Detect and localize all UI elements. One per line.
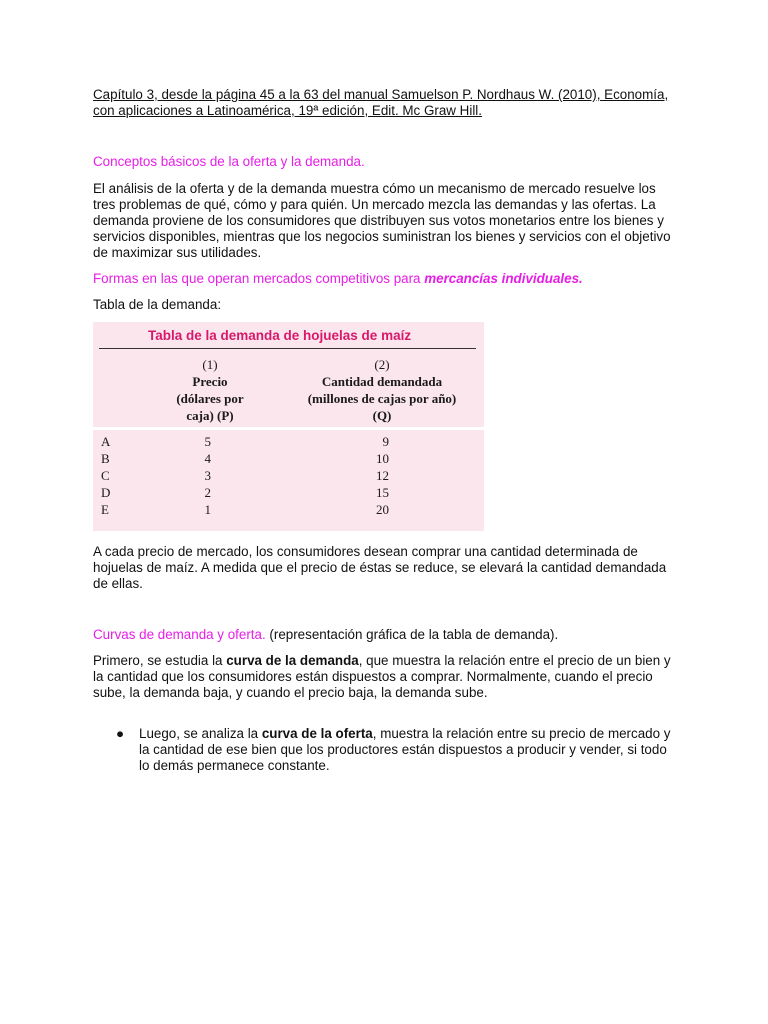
column-header-quantity: (2) Cantidad demandada (millones de cajas por año) (Q) xyxy=(307,357,457,423)
curves-heading: Curvas de demanda y oferta. xyxy=(93,627,266,642)
table-row: C 3 12 xyxy=(101,468,389,483)
table-intro-label: Tabla de la demanda: xyxy=(93,297,222,312)
reference-citation: Capítulo 3, desde la página 45 a la 63 del manual Samuelson P. Nordhaus W. (2010), Economía, con aplicaciones a Latinoamérica, 19ª edición, Edit. Mc Graw Hill. xyxy=(93,87,669,118)
table-top-rule xyxy=(99,348,476,349)
bullet-supply-curve: Luego, se analiza la curva de la oferta, muestra la relación entre su precio de mercado y la cantidad de ese bien que los productores están dispuestos a producir y vender, si todo lo demás permanece constante. xyxy=(139,726,671,773)
table-row: E 1 20 xyxy=(101,502,389,517)
heading-prefix: Formas en las que operan mercados competitivos para xyxy=(93,271,425,286)
bullet-icon: ● xyxy=(116,726,125,741)
section-heading-curves xyxy=(93,627,678,643)
demand-curve-term: curva de la demanda xyxy=(226,653,359,668)
demand-table-figure xyxy=(93,322,484,531)
paragraph-after-table: A cada precio de mercado, los consumidores desean comprar una cantidad determinada de hojuelas de maíz. A medida que el precio de éstas se reduce, se elevará la cantidad demandada de ellas. xyxy=(93,544,667,591)
table-row: D 2 15 xyxy=(101,485,389,500)
table-row: A 5 9 xyxy=(101,434,389,449)
section-heading-concepts: Conceptos básicos de la oferta y la demanda. xyxy=(93,154,365,169)
demand-table-title: Tabla de la demanda de hojuelas de maíz xyxy=(148,328,412,343)
column-header-price: (1) Precio (dólares por caja) (P) xyxy=(176,357,244,423)
heading-emphasis: mercancías individuales. xyxy=(424,271,583,286)
table-row: B 4 10 xyxy=(101,451,389,466)
paragraph-intro: El análisis de la oferta y de la demanda muestra cómo un mecanismo de mercado resuelve los tres problemas de qué, cómo y para quién. Un mercado mezcla las demandas y las ofertas. La demanda proviene de los consumidores que distribuyen sus votos monetarios entre los bienes y servicios disponibles, mientras que los negocios suministran los bienes y servicios con el objetivo de maximizar sus utilidades. xyxy=(93,181,671,260)
table-header-separator xyxy=(93,427,484,430)
paragraph-demand-curve: Primero, se estudia la curva de la demanda, que muestra la relación entre el precio de un bien y la cantidad que los consumidores están dispuestos a comprar. Normalmente, cuando el precio sube, la demanda baja, y cuando el precio baja, la demanda sube. xyxy=(93,653,671,700)
supply-curve-term: curva de la oferta xyxy=(261,726,373,741)
section-heading-markets xyxy=(93,271,678,287)
curves-heading-note: (representación gráfica de la tabla de demanda). xyxy=(265,627,559,642)
